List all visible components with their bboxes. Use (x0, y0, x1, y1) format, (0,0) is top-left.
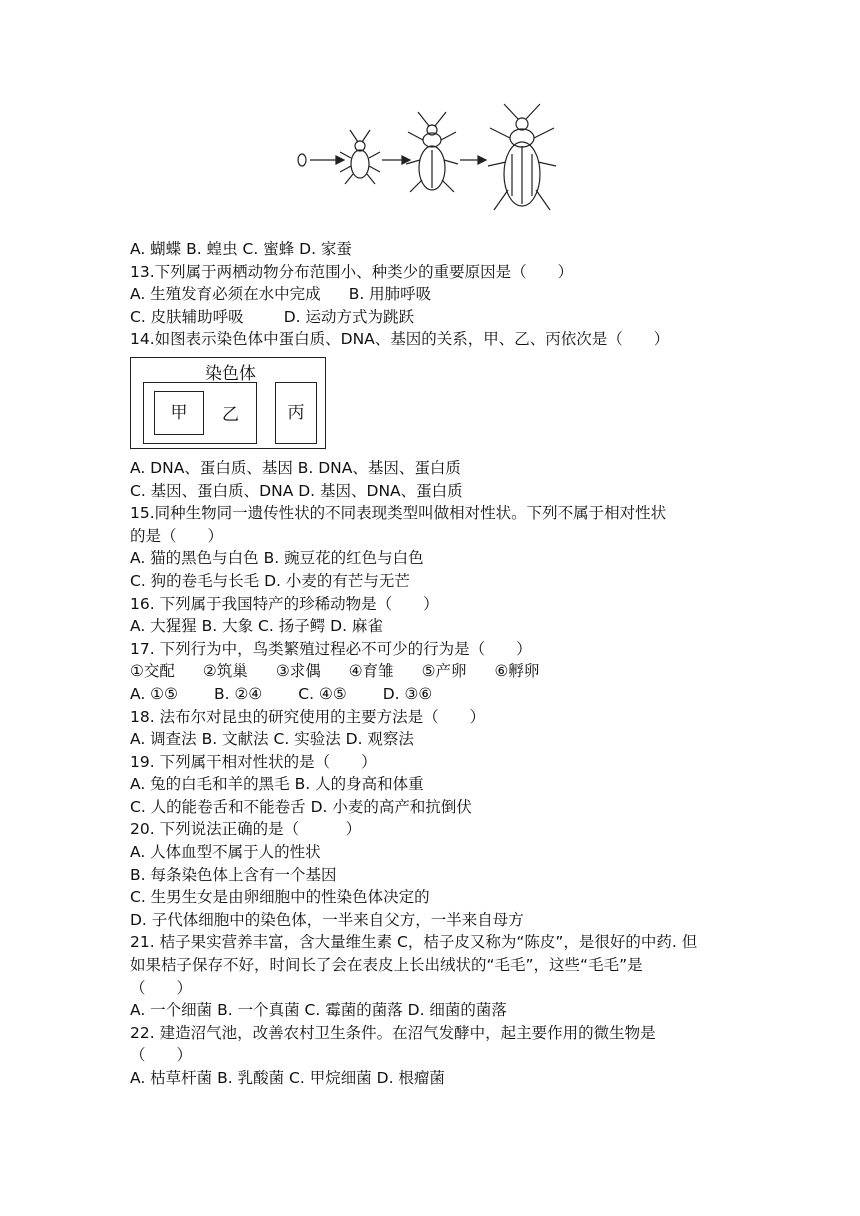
nymph-large-illustration (406, 112, 458, 192)
q14-options-row-2: C. 基因、蛋白质、DNA D. 基因、DNA、蛋白质 (130, 481, 463, 500)
q22-stem-1: 22. 建造沼气池，改善农村卫生条件。在沼气发酵中，起主要作用的微生物是 (130, 1023, 656, 1042)
q20-stem: 20. 下列说法正确的是（ ） (130, 820, 362, 839)
q19-stem: 19. 下列属干相对性状的是（ ） (130, 752, 377, 771)
q17-item-3: ③求偶 (275, 662, 321, 681)
box-yi (143, 382, 257, 444)
q15-options-row-1: A. 猫的黑色与白色 B. 豌豆花的红色与白色 (130, 549, 424, 568)
chromosome-diagram (130, 357, 326, 449)
q13-option-a: A. 生殖发育必须在水中完成 (130, 285, 321, 304)
adult-insect-illustration (488, 104, 556, 210)
q22-options: A. 枯草杆菌 B. 乳酸菌 C. 甲烷细菌 D. 根瘤菌 (130, 1069, 445, 1087)
q20-option-d: D. 子代体细胞中的染色体，一半来自父方，一半来自母方 (130, 910, 524, 929)
q17-option-a: A. ①⑤ (130, 684, 178, 703)
insect-development-figure (290, 100, 570, 218)
q15-stem-1: 15.同种生物同一遗传性状的不同表现类型叫做相对性状。下列不属于相对性状 (130, 504, 667, 523)
q17-option-b: B. ②④ (213, 684, 263, 703)
q17-item-4: ④育雏 (348, 662, 394, 681)
q18-options: A. 调查法 B. 文献法 C. 实验法 D. 观察法 (130, 730, 414, 749)
q13-option-d: D. 运动方式为跳跃 (283, 307, 414, 326)
q21-stem-3: （ ） (130, 978, 193, 997)
chromosome-label: 染色体 (205, 363, 256, 384)
q17-options (130, 683, 770, 706)
q14-stem: 14.如图表示染色体中蛋白质、DNA、基因的关系，甲、乙、丙依次是（ ） (130, 330, 670, 349)
q16-options: A. 大猩猩 B. 大象 C. 扬子鳄 D. 麻雀 (130, 617, 383, 636)
q21-options: A. 一个细菌 B. 一个真菌 C. 霉菌的菌落 D. 细菌的菌落 (130, 1001, 507, 1020)
q20-option-a: A. 人体血型不属于人的性状 (130, 843, 321, 862)
q17-items (130, 660, 770, 683)
q19-options-row-2: C. 人的能卷舌和不能卷舌 D. 小麦的高产和抗倒伏 (130, 797, 472, 816)
q17-item-2: ②筑巢 (202, 662, 248, 681)
nymph-small-illustration (340, 130, 380, 184)
q21-stem-2: 如果桔子保存不好，时间长了会在表皮上长出绒状的“毛毛”，这些“毛毛”是 (130, 956, 643, 975)
q21-stem-1: 21. 桔子果实营养丰富，含大量维生素 C，桔子皮又称为“陈皮”，是很好的中药. 但 (130, 933, 698, 952)
q13-option-c: C. 皮肤辅助呼吸 (130, 307, 244, 326)
q18-stem: 18. 法布尔对昆虫的研究使用的主要方法是（ ） (130, 707, 486, 726)
q15-options-row-2: C. 狗的卷毛与长毛 D. 小麦的有芒与无芒 (130, 571, 410, 590)
q13-option-b: B. 用肺呼吸 (348, 285, 432, 304)
q22-stem-2: （ ） (130, 1046, 193, 1065)
question-list (130, 238, 770, 1090)
box-bing: 丙 (275, 382, 317, 444)
q13-stem: 13.下列属于两栖动物分布范围小、种类少的重要原因是（ ） (130, 262, 574, 281)
q13-options-row-1 (130, 283, 770, 306)
q17-item-6: ⑥孵卵 (494, 662, 540, 681)
q20-option-c: C. 生男生女是由卵细胞中的性染色体决定的 (130, 888, 430, 907)
q17-option-c: C. ④⑤ (298, 684, 347, 703)
q14-options-row-1: A. DNA、蛋白质、基因 B. DNA、基因、蛋白质 (130, 458, 461, 477)
box-jia: 甲 (154, 391, 204, 435)
q16-stem: 16. 下列属于我国特产的珍稀动物是（ ） (130, 594, 439, 613)
q17-stem: 17. 下列行为中，鸟类繁殖过程必不可少的行为是（ ） (130, 639, 532, 658)
q12-options: A. 蝴蝶 B. 蝗虫 C. 蜜蜂 D. 家蚕 (130, 240, 352, 258)
q15-stem-2: 的是（ ） (130, 526, 224, 545)
q17-option-d: D. ③⑥ (382, 684, 433, 703)
egg-illustration (298, 154, 306, 166)
q13-options-row-2 (130, 306, 770, 329)
label-yi: 乙 (222, 404, 239, 425)
q17-item-5: ⑤产卵 (421, 662, 467, 681)
q19-options-row-1: A. 兔的白毛和羊的黑毛 B. 人的身高和体重 (130, 775, 424, 794)
q17-item-1: ①交配 (130, 662, 175, 681)
q20-option-b: B. 每条染色体上含有一个基因 (130, 865, 337, 884)
